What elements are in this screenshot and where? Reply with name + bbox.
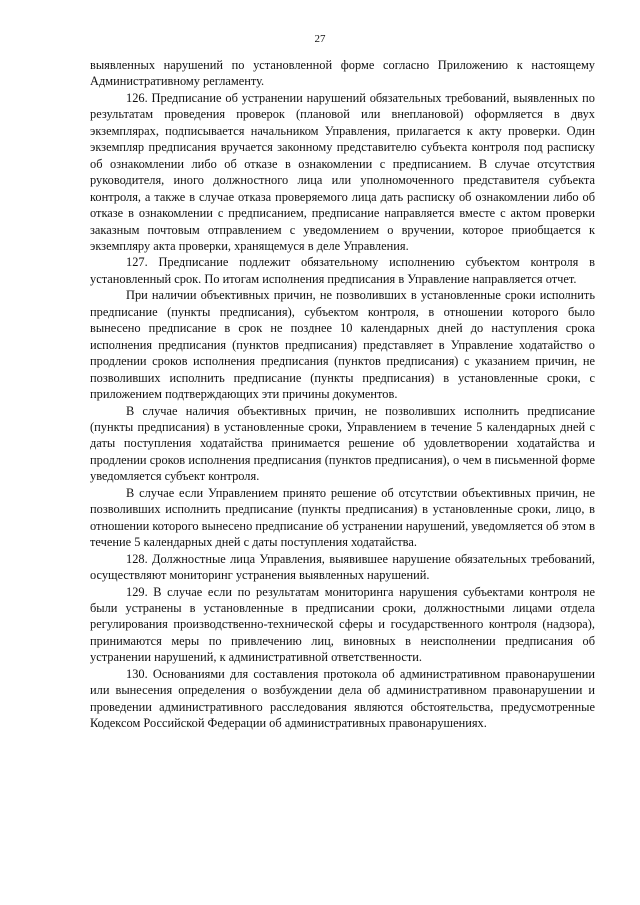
document-body bbox=[90, 57, 595, 732]
paragraph-127-extension-request: При наличии объективных причин, не позволивших в установленные сроки исполнить предписание (пункты предписания), субъектом контроля, в отношении которого было вынесено предписание в срок не позднее 10 календарных дней до наступления срока исполнения предписания (пунктов предписания) представляет в Управление ходатайство о продлении сроков исполнения предписания (пунктов предписания) с указанием причин, не позволивших исполнить предписание (пункты предписания) в установленные сроки, с приложением подтверждающих эти причины документов. bbox=[90, 288, 595, 402]
paragraph-130: 130. Основаниями для составления протокола об административном правонарушении или вынесения определения о возбуждении дела об административном правонарушении и проведении административного расследования являются обстоятельства, предусмотренные Кодексом Российской Федерации об административных правонарушениях. bbox=[90, 666, 595, 731]
paragraph-126: 126. Предписание об устранении нарушений обязательных требований, выявленных по результатам проведения проверок (плановой или внеплановой) оформляется в двух экземплярах, подписывается начальником Управления, прилагается к акту проверки. Один экземпляр предписания вручается законному представителю субъекта контроля под расписку об ознакомлении либо об отказе в ознакомлении с предписанием. В случае отсутствия руководителя, иного должностного лица или уполномоченного представителя субъекта контроля, а также в случае отказа проверяемого лица дать расписку об ознакомлении либо об отказе в ознакомлении с предписанием, предписание направляется вместе с актом проверки заказным почтовым отправлением с уведомлением о вручении, которое приобщается к экземпляру акта проверки, хранящемуся в деле Управления. bbox=[90, 90, 595, 253]
paragraph-129: 129. В случае если по результатам мониторинга нарушения субъектами контроля не были устранены в установленные в предписании сроки, должностными лицами отдела регулирования производственно-технической сферы и государственного контроля (надзора), принимаются меры по привлечению лиц, виновных в неисполнении предписания об устранении нарушений, к административной ответственности. bbox=[90, 584, 595, 665]
paragraph-127-extension-approval: В случае наличия объективных причин, не позволивших исполнить предписание (пункты предписания) в установленные сроки, Управлением в течение 5 календарных дней с даты поступления ходатайства принимается решение об удовлетворении ходатайства и продлении сроков исполнения предписания (пунктов предписания), о чем в письменной форме уведомляется субъект контроля. bbox=[90, 403, 595, 484]
page-number: 27 bbox=[314, 33, 326, 45]
paragraph-127: 127. Предписание подлежит обязательному исполнению субъектом контроля в установленный срок. По итогам исполнения предписания в Управление направляется отчет. bbox=[90, 255, 595, 286]
paragraph-128: 128. Должностные лица Управления, выявившее нарушение обязательных требований, осуществляют мониторинг устранения выявленных нарушений. bbox=[90, 551, 595, 583]
paragraph-127-extension-denial: В случае если Управлением принято решение об отсутствии объективных причин, не позволивших исполнить предписание (пункты предписания) в установленные сроки, лицо, в отношении которого вынесено предписание об устранении нарушений, уведомляется об этом в течение 5 календарных дней с даты поступления ходатайства. bbox=[90, 485, 595, 550]
paragraph-continuation: выявленных нарушений по установленной форме согласно Приложению к настоящему Административному регламенту. bbox=[90, 58, 595, 89]
